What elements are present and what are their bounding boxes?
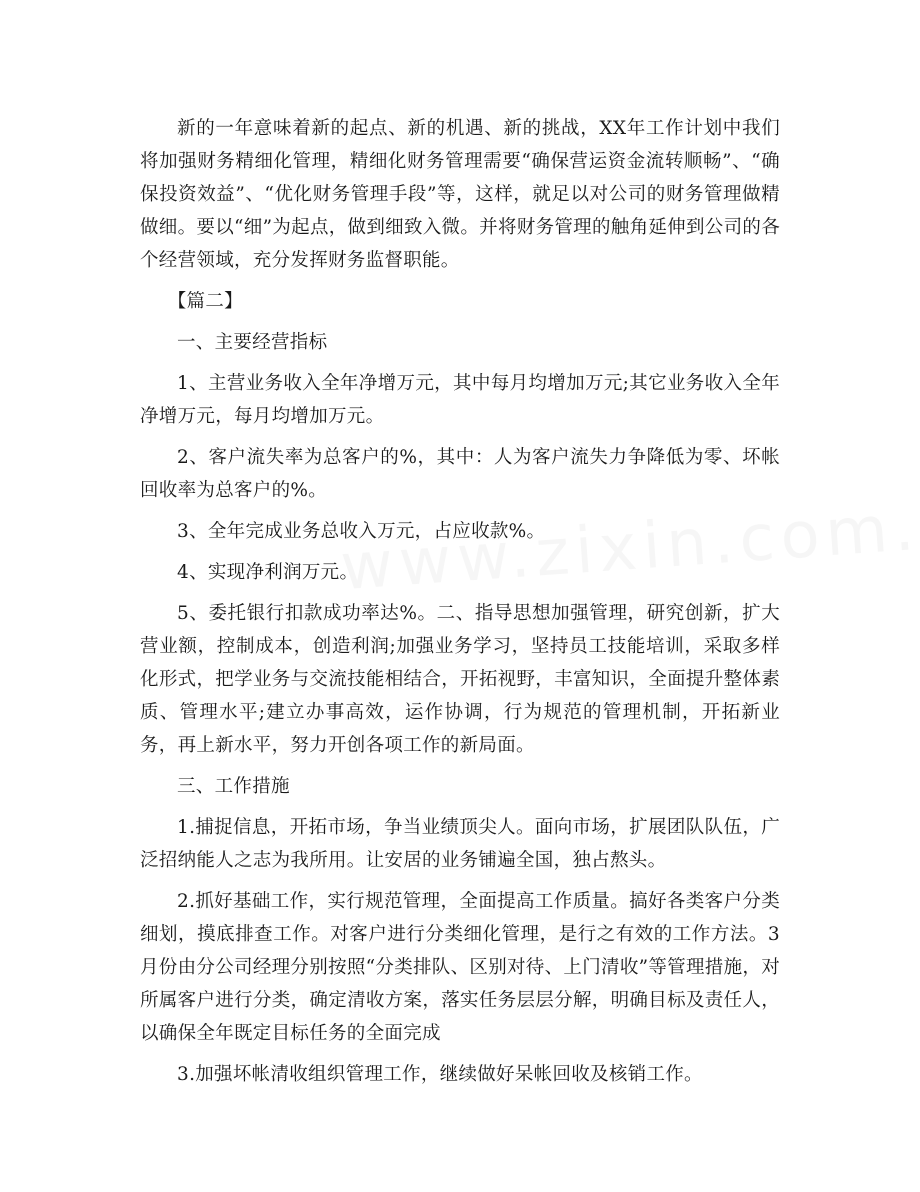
indicator-item-5: 5、委托银行扣款成功率达%。二、指导思想加强管理，研究创新，扩大营业额，控制成本，创造利润;加强业务学习，坚持员工技能培训，采取多样化形式，把学业务与交流技能相结合，开拓视野，丰富知识，全面提升整体素质、管理水平;建立办事高效，运作协调，行为规范的管理机制，开拓新业务，再上新水平，努力开创各项工作的新局面。 bbox=[140, 603, 780, 756]
indicator-item-4: 4、实现净利润万元。 bbox=[177, 562, 359, 583]
heading-work-measures: 三、工作措施 bbox=[177, 776, 290, 797]
paragraph-intro: 新的一年意味着新的起点、新的机遇、新的挑战，XX年工作计划中我们将加强财务精细化管理，精细化财务管理需要“确保营运资金流转顺畅”、“确保投资效益”、“优化财务管理手段”等，这样，就足以对公司的财务管理做精做细。要以“细”为起点，做到细致入微。并将财务管理的触角延伸到公司的各个经营领域，充分发挥财务监督职能。 bbox=[140, 118, 780, 271]
heading-main-indicators: 一、主要经营指标 bbox=[177, 332, 328, 353]
section-title-part-two: 【篇二】 bbox=[167, 291, 243, 312]
indicator-item-1: 1、主营业务收入全年净增万元，其中每月均增加万元;其它业务收入全年净增万元，每月均增加万元。 bbox=[140, 373, 780, 427]
indicator-item-2: 2、客户流失率为总客户的%，其中：人为客户流失力争降低为零、坏帐回收率为总客户的%。 bbox=[140, 447, 780, 501]
indicator-item-3: 3、全年完成业务总收入万元，占应收款%。 bbox=[177, 521, 546, 542]
measure-item-3: 3.加强坏帐清收组织管理工作，继续做好呆帐回收及核销工作。 bbox=[177, 1064, 703, 1085]
measure-item-1: 1.捕捉信息，开拓市场，争当业绩顶尖人。面向市场，扩展团队队伍，广泛招纳能人之志为我所用。让安居的业务铺遍全国，独占熬头。 bbox=[140, 817, 780, 871]
measure-item-2: 2.抓好基础工作，实行规范管理，全面提高工作质量。搞好各类客户分类细划，摸底排查工作。对客户进行分类细化管理，是行之有效的工作方法。3月份由分公司经理分别按照“分类排队、区别对待、上门清收”等管理措施，对所属客户进行分类，确定清收方案，落实任务层层分解，明确目标及责任人，以确保全年既定目标任务的全面完成 bbox=[140, 891, 780, 1044]
document-body bbox=[140, 112, 780, 1099]
